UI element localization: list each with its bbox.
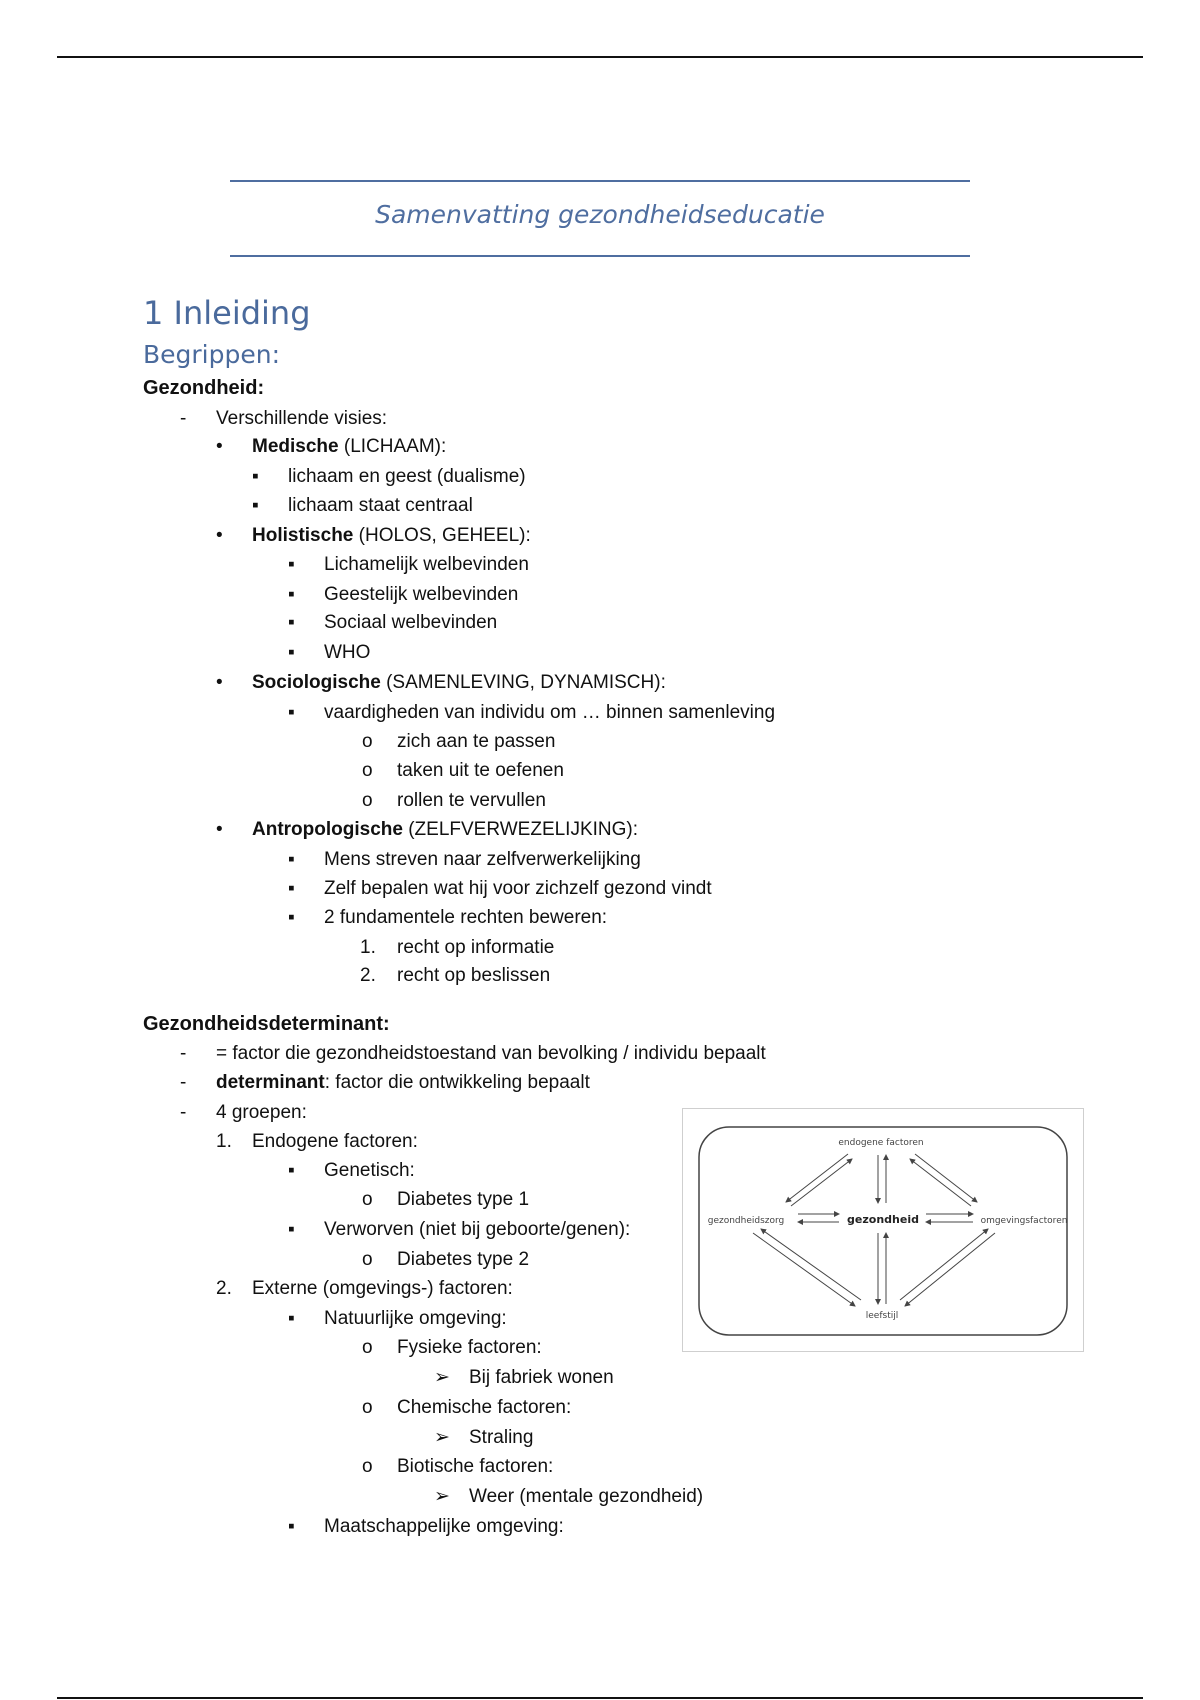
title-top-line xyxy=(230,180,970,182)
term-detail: (SAMENLEVING, DYNAMISCH): xyxy=(380,672,666,693)
bullet-marker: • xyxy=(216,672,223,693)
square-marker: ▪ xyxy=(288,907,295,928)
list-item: Externe (omgevings-) factoren: xyxy=(252,1278,513,1299)
list-item: WHO xyxy=(324,642,371,663)
dash-marker: - xyxy=(180,408,187,429)
square-marker: ▪ xyxy=(288,554,295,575)
list-item: Diabetes type 2 xyxy=(397,1249,530,1270)
list-item: Straling xyxy=(469,1427,534,1448)
term: Holistische xyxy=(252,525,354,546)
square-marker: ▪ xyxy=(252,466,259,487)
square-marker: ▪ xyxy=(288,642,295,663)
diagram-frame xyxy=(699,1127,1067,1335)
page-bottom-rule xyxy=(57,1697,1143,1699)
list-item: lichaam staat centraal xyxy=(288,495,473,516)
circle-marker: o xyxy=(362,1397,373,1418)
square-marker: ▪ xyxy=(288,1516,295,1537)
list-item: Geestelijk welbevinden xyxy=(324,584,519,605)
list-item: Sociaal welbevinden xyxy=(324,612,498,633)
term-detail: : factor die ontwikkeling bepaalt xyxy=(324,1072,590,1093)
circle-marker: o xyxy=(362,1456,373,1477)
document-title: Samenvatting gezondheidseducatie xyxy=(375,200,825,229)
term-detail: (HOLOS, GEHEEL): xyxy=(353,525,531,546)
square-marker: ▪ xyxy=(288,584,295,605)
square-marker: ▪ xyxy=(288,702,295,723)
list-item: Weer (mentale gezondheid) xyxy=(469,1486,704,1507)
square-marker: ▪ xyxy=(288,849,295,870)
number-marker: 1. xyxy=(216,1131,232,1152)
list-item-sociologische xyxy=(252,671,666,695)
list-item: recht op informatie xyxy=(397,937,555,958)
list-item: taken uit te oefenen xyxy=(397,760,564,781)
sub-heading: Begrippen: xyxy=(143,340,281,369)
list-item: Verschillende visies: xyxy=(216,408,388,429)
square-marker: ▪ xyxy=(288,1308,295,1329)
list-item: Maatschappelijke omgeving: xyxy=(324,1516,564,1537)
list-item: Biotische factoren: xyxy=(397,1456,554,1477)
term: Antropologische xyxy=(252,819,403,840)
list-item: Verworven (niet bij geboorte/genen): xyxy=(324,1219,631,1240)
circle-marker: o xyxy=(362,1189,373,1210)
arrow-marker: ➢ xyxy=(434,1427,450,1448)
diagram-arrow xyxy=(905,1233,995,1306)
list-item: Bij fabriek wonen xyxy=(469,1367,614,1388)
list-item-medische xyxy=(252,435,446,459)
determinants-diagram xyxy=(682,1108,1084,1352)
section-heading-determinant: Gezondheidsdeterminant: xyxy=(143,1013,390,1035)
diagram-arrow xyxy=(910,1159,971,1206)
list-item-holistische xyxy=(252,524,531,548)
circle-marker: o xyxy=(362,1337,373,1358)
diagram-arrow xyxy=(753,1233,855,1306)
chapter-heading: 1 Inleiding xyxy=(143,294,311,332)
bullet-marker: • xyxy=(216,436,223,457)
square-marker: ▪ xyxy=(288,1219,295,1240)
diagram-label-top: endogene factoren xyxy=(838,1138,924,1148)
diagram-arrow xyxy=(791,1159,852,1206)
list-item: Diabetes type 1 xyxy=(397,1189,530,1210)
list-item: = factor die gezondheidstoestand van bevolking / individu bepaalt xyxy=(216,1043,766,1064)
diagram-arrow xyxy=(786,1154,848,1202)
term: Sociologische xyxy=(252,672,381,693)
square-marker: ▪ xyxy=(288,878,295,899)
bullet-marker: • xyxy=(216,819,223,840)
circle-marker: o xyxy=(362,731,373,752)
term-detail: (LICHAAM): xyxy=(338,436,447,457)
list-item: Lichamelijk welbevinden xyxy=(324,554,529,575)
diagram-label-left: gezondheidszorg xyxy=(707,1216,785,1226)
list-item: vaardigheden van individu om … binnen samenleving xyxy=(324,702,776,723)
list-item: 4 groepen: xyxy=(216,1102,307,1123)
square-marker: ▪ xyxy=(288,1160,295,1181)
dash-marker: - xyxy=(180,1072,187,1093)
circle-marker: o xyxy=(362,760,373,781)
list-item: Natuurlijke omgeving: xyxy=(324,1308,507,1329)
diagram-label-center: gezondheid xyxy=(847,1213,919,1226)
dash-marker: - xyxy=(180,1102,187,1123)
diagram-arrow xyxy=(915,1154,977,1202)
square-marker: ▪ xyxy=(252,495,259,516)
circle-marker: o xyxy=(362,790,373,811)
number-marker: 1. xyxy=(360,937,376,958)
term-detail: (ZELFVERWEZELIJKING): xyxy=(402,819,639,840)
title-bottom-line xyxy=(230,255,970,257)
list-item: zich aan te passen xyxy=(397,731,556,752)
number-marker: 2. xyxy=(360,965,376,986)
diagram-arrows xyxy=(753,1154,995,1306)
bullet-marker: • xyxy=(216,525,223,546)
list-item: Mens streven naar zelfverwerkelijking xyxy=(324,849,641,870)
diagram-label-bottom: leefstijl xyxy=(865,1311,899,1321)
list-item xyxy=(216,1071,590,1095)
page-top-rule xyxy=(57,56,1143,58)
list-item: recht op beslissen xyxy=(397,965,551,986)
arrow-marker: ➢ xyxy=(434,1367,450,1388)
term: Medische xyxy=(252,436,339,457)
list-item: Zelf bepalen wat hij voor zichzelf gezond vindt xyxy=(324,878,712,899)
list-item-antropologische xyxy=(252,818,638,842)
number-marker: 2. xyxy=(216,1278,232,1299)
list-item: rollen te vervullen xyxy=(397,790,546,811)
list-item: 2 fundamentele rechten beweren: xyxy=(324,907,608,928)
term: determinant xyxy=(216,1072,325,1093)
diagram-arrow xyxy=(761,1229,861,1300)
list-item: lichaam en geest (dualisme) xyxy=(288,466,526,487)
list-item: Endogene factoren: xyxy=(252,1131,418,1152)
diagram-arrow xyxy=(900,1229,988,1300)
circle-marker: o xyxy=(362,1249,373,1270)
list-item: Chemische factoren: xyxy=(397,1397,572,1418)
dash-marker: - xyxy=(180,1043,187,1064)
diagram-label-right: omgevingsfactoren xyxy=(980,1216,1068,1226)
list-item: Genetisch: xyxy=(324,1160,415,1181)
square-marker: ▪ xyxy=(288,612,295,633)
list-item: Fysieke factoren: xyxy=(397,1337,542,1358)
section-heading-gezondheid: Gezondheid: xyxy=(143,377,265,399)
arrow-marker: ➢ xyxy=(434,1486,450,1507)
